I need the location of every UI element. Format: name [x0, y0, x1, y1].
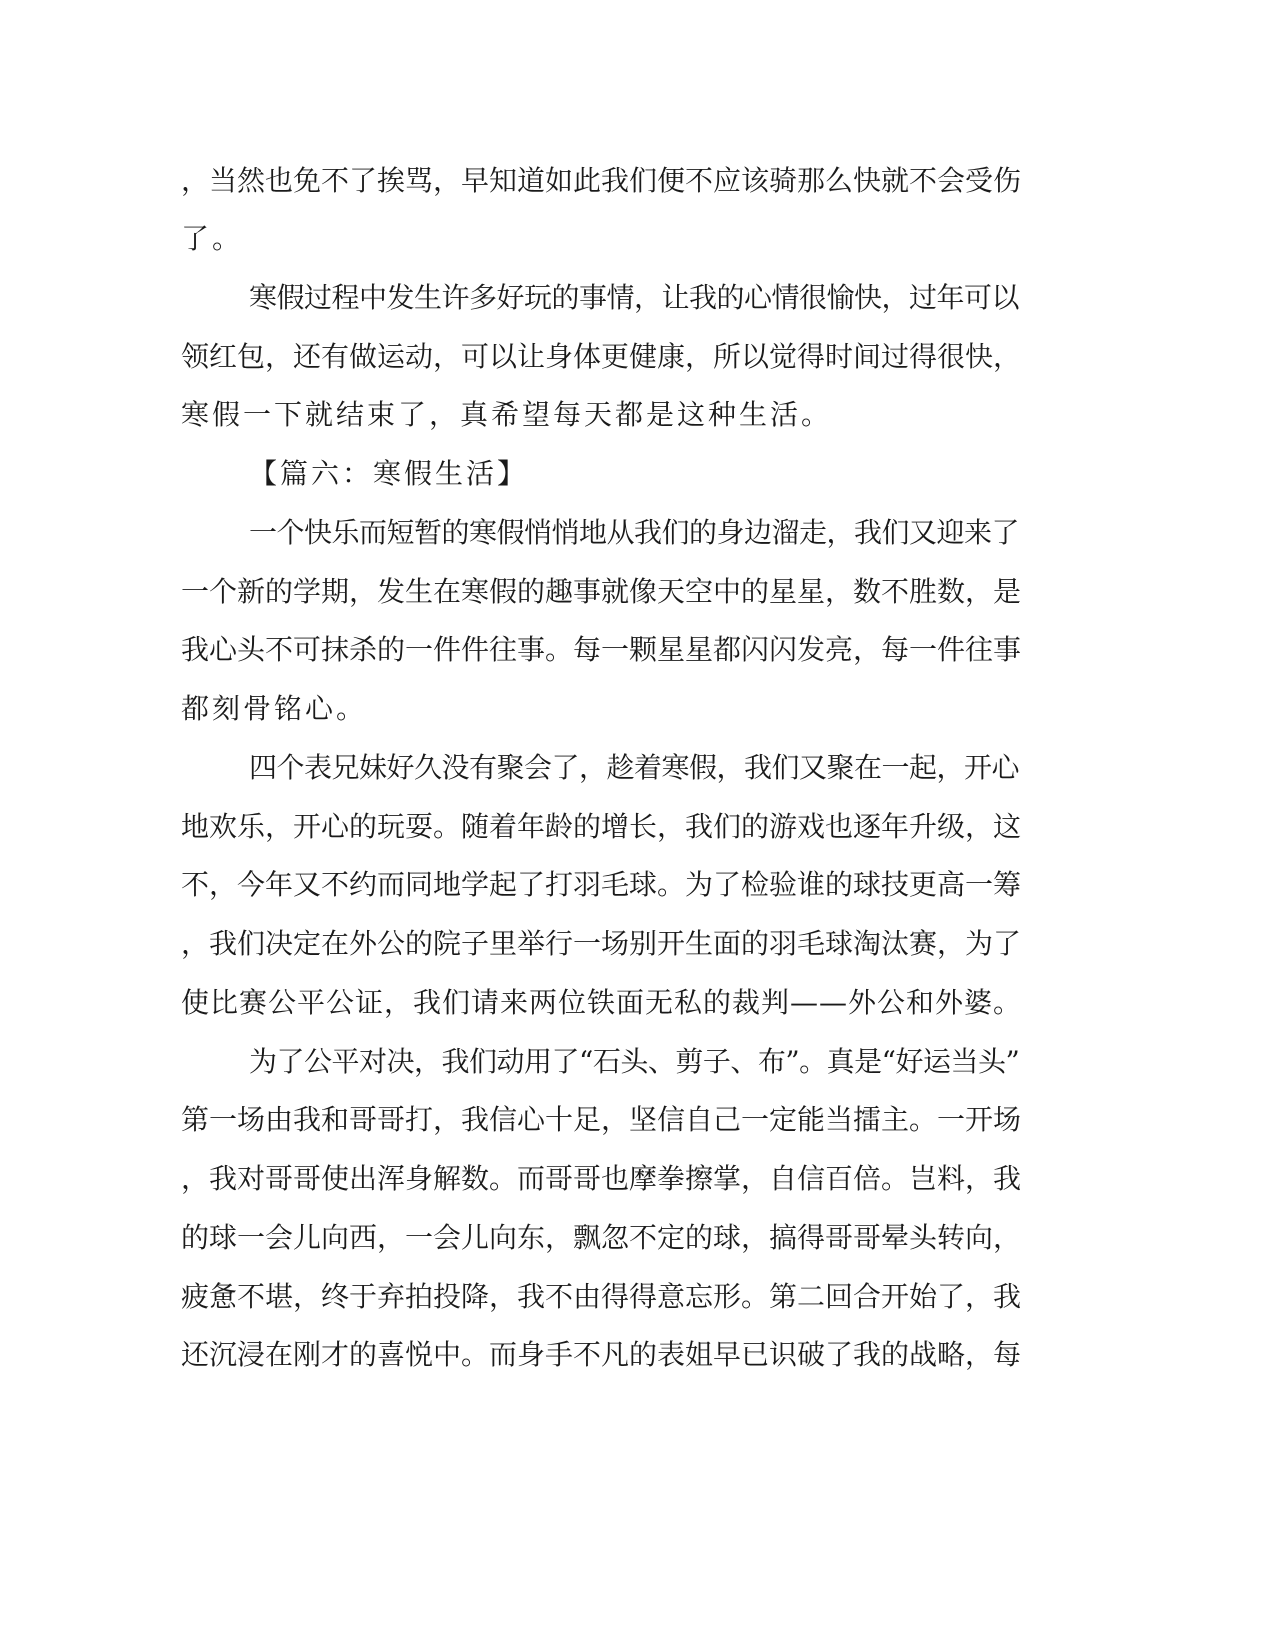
text-line: 还沉浸在刚才的喜悦中。而身手不凡的表姐早已识破了我的战略，每 [181, 1338, 1022, 1371]
text-line: 第一场由我和哥哥打，我信心十足，坚信自己一定能当擂主。一开场 [181, 1103, 1022, 1136]
text-line: 地欢乐，开心的玩耍。随着年龄的增长，我们的游戏也逐年升级，这 [181, 810, 1022, 843]
text-line: 寒假一下就结束了，真希望每天都是这种生活。 [181, 398, 833, 431]
text-line: 领红包，还有做运动，可以让身体更健康，所以觉得时间过得很快， [181, 340, 1022, 373]
paragraph-first-line: 寒假过程中发生许多好玩的事情，让我的心情很愉快，过年可以 [249, 281, 1020, 314]
paragraph-first-line: 四个表兄妹好久没有聚会了，趁着寒假，我们又聚在一起，开心 [249, 751, 1020, 784]
text-line: 使比赛公平公证，我们请来两位铁面无私的裁判——外公和外婆。 [181, 986, 1023, 1019]
text-line: 我心头不可抹杀的一件件往事。每一颗星星都闪闪发亮，每一件往事 [181, 633, 1022, 666]
paragraph-first-line: 一个快乐而短暂的寒假悄悄地从我们的身边溜走，我们又迎来了 [249, 516, 1020, 549]
text-line: 不，今年又不约而同地学起了打羽毛球。为了检验谁的球技更高一筹 [181, 868, 1022, 901]
text-line: 一个新的学期，发生在寒假的趣事就像天空中的星星，数不胜数，是 [181, 575, 1022, 608]
text-line: 都刻骨铭心。 [181, 692, 368, 725]
text-line: ，当然也免不了挨骂，早知道如此我们便不应该骑那么快就不会受伤 [181, 164, 1022, 197]
paragraph-first-line: 为了公平对决，我们动用了“石头、剪子、布”。真是“好运当头” [249, 1045, 1020, 1078]
section-heading: 【篇六：寒假生活】 [249, 457, 529, 490]
text-line: ，我们决定在外公的院子里举行一场别开生面的羽毛球淘汰赛，为了 [181, 927, 1022, 960]
text-line: 了。 [181, 222, 244, 255]
text-line: ，我对哥哥使出浑身解数。而哥哥也摩拳擦掌，自信百倍。岂料，我 [181, 1162, 1022, 1195]
text-line: 疲惫不堪，终于弃拍投降，我不由得得意忘形。第二回合开始了，我 [181, 1280, 1022, 1313]
text-line: 的球一会儿向西，一会儿向东，飘忽不定的球，搞得哥哥晕头转向， [181, 1221, 1022, 1254]
